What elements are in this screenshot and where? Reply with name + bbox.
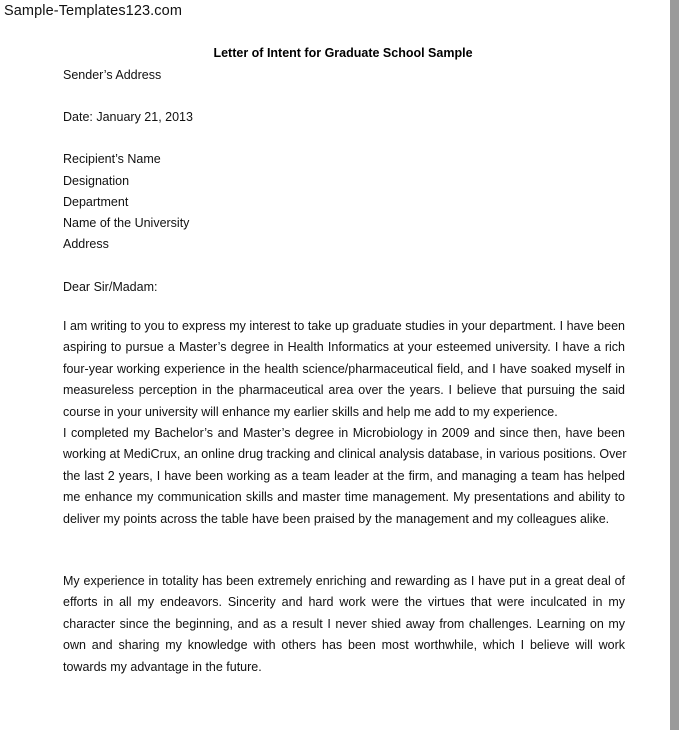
paragraph-line: I completed my Bachelor’s and Master’s degree in Microbiology in 2009 and since then, have been [63,426,625,440]
paragraph-line: deliver my points across the table have been praised by the management and my colleagues alike. [63,511,610,526]
paragraph-line: I am writing to you to express my interest to take up graduate studies in your department. I have been [63,319,625,333]
body-paragraph-1 [63,316,625,423]
paragraph-line: the last 2 years, I have been working as a team leader at the firm, and managing a team has helped [63,468,625,483]
sender-address: Sender’s Address [63,68,162,82]
recipient-name: Recipient’s Name [63,152,161,166]
paragraph-line: My experience in totality has been extremely enriching and rewarding as I have put in a great deal of [63,574,625,588]
paragraph-line: efforts in all my endeavors. Sincerity and hard work were the virtues that were inculcated in my [63,595,625,610]
body-paragraph-3 [63,571,625,678]
recipient-university: Name of the University [63,216,190,230]
paragraph-line: measureless perception in the pharmaceutical area over the years. I believe that pursuing the said [63,383,625,398]
recipient-department: Department [63,195,129,209]
paragraph-line: own and sharing my knowledge with others has been most worthwhile, which I believe will work [63,638,625,653]
recipient-address: Address [63,237,109,251]
site-watermark: Sample-Templates123.com [4,3,182,19]
paragraph-line: course in your university will enhance my earlier skills and help me add to my experience. [63,404,558,419]
paragraph-line: four-year working experience in the health science/pharmaceutical field, and I have soaked myself in [63,361,625,376]
page-edge-shadow [670,0,679,730]
body-paragraph-2 [63,423,625,530]
paragraph-line: me enhance my communication skills and master time management. My presentations and ability to [63,490,625,505]
letter-title: Letter of Intent for Graduate School Sample [213,46,473,60]
paragraph-line: working at MediCrux, an online drug tracking and clinical analysis database, in various positions. Over [63,447,627,462]
paragraph-line: character since the beginning, and as a result I never shied away from challenges. Learning on my [63,616,625,631]
paragraph-line: towards my advantage in the future. [63,659,262,674]
recipient-designation: Designation [63,174,130,188]
letter-date: Date: January 21, 2013 [63,110,193,124]
salutation: Dear Sir/Madam: [63,280,158,294]
paragraph-line: aspiring to pursue a Master’s degree in Health Informatics at your esteemed university. I have a rich [63,340,625,355]
